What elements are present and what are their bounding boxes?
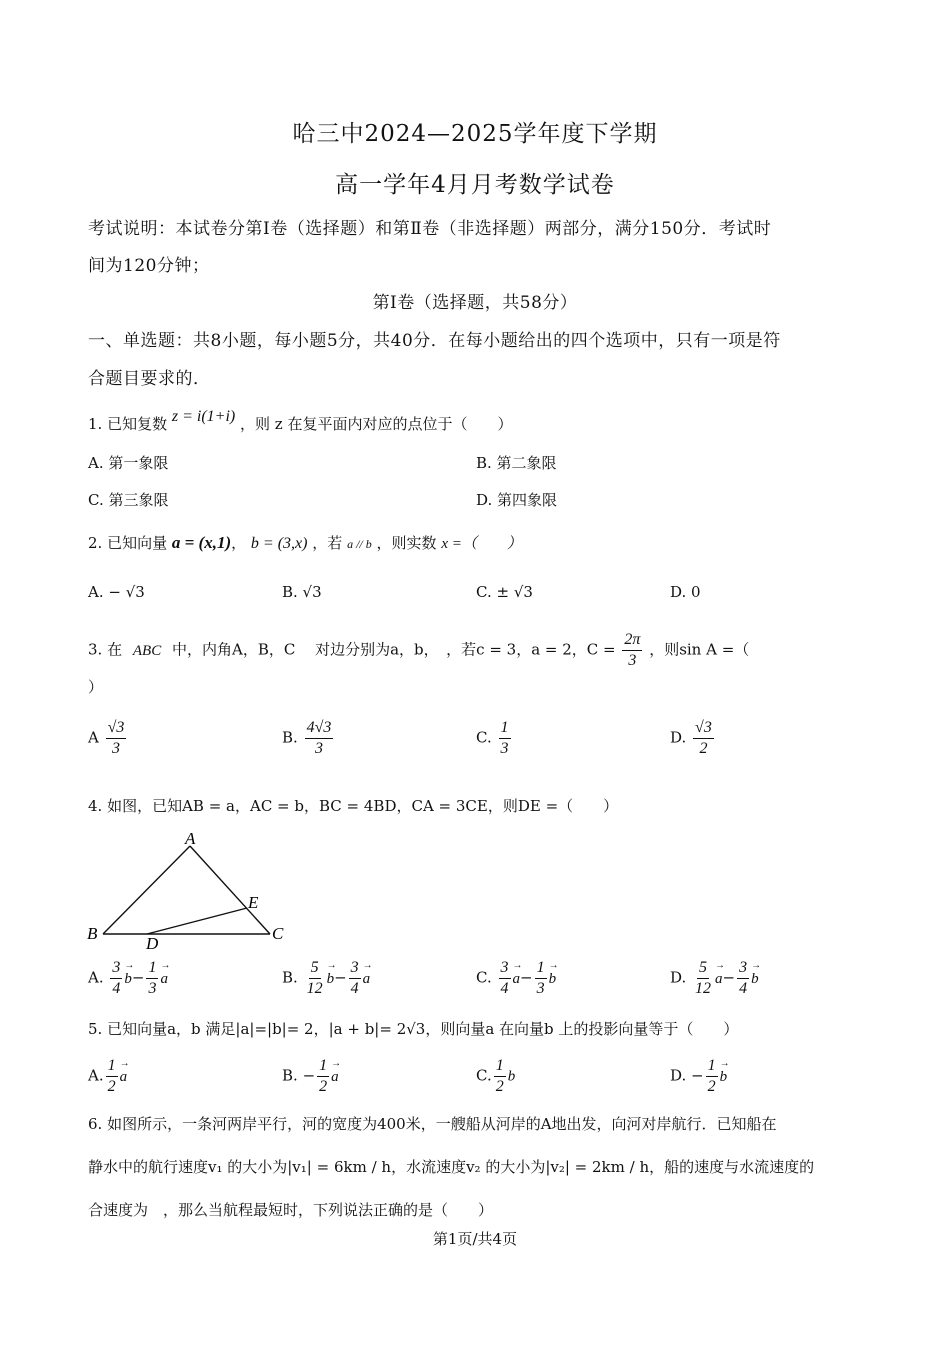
q4-b-c1-den: 12	[306, 980, 323, 997]
q5-b-vec: → a	[331, 1069, 339, 1086]
q1-option-b: B. 第二象限	[476, 454, 557, 472]
question-5: 5. 已知向量a，b 满足|a|=|b|= 2，|a + b|= 2√3，则向量a 在向量b 上的投影向量等于（ ）	[88, 1020, 739, 1038]
q1-option-a: A. 第一象限	[88, 454, 169, 472]
q5-c-den: 2	[495, 1078, 504, 1095]
q5-b-den: 2	[319, 1078, 328, 1095]
q2-pre: 2. 已知向量	[88, 534, 168, 552]
q3-option-d-num: √3	[693, 718, 714, 739]
q5-a-vec: → a	[120, 1069, 128, 1086]
q3-option-a-label: A	[88, 728, 99, 747]
triangle-figure	[84, 828, 294, 952]
q3-mid: 中，内角A，B，C 对边分别为a，b， ，若c = 3，a = 2，C =	[172, 640, 616, 659]
label-d: D	[146, 934, 159, 952]
exam-title-line1: 哈三中2024—2025学年度下学期	[292, 121, 658, 147]
q4-b-c1-num: 5	[309, 958, 321, 979]
q5-b-sign: −	[302, 1066, 316, 1085]
q5-option-d-label: D.	[670, 1066, 687, 1085]
label-c: C	[272, 924, 284, 943]
instructions-line2: 间为120分钟；	[88, 256, 210, 276]
q4-a-c2-num: 1	[146, 958, 158, 979]
q4-c-vec2: → b	[549, 971, 557, 988]
q5-d-den: 2	[707, 1078, 716, 1095]
q2-option-a: A. − √3	[88, 583, 145, 601]
q1-option-d: D. 第四象限	[476, 491, 558, 509]
q4-b-vec1: → b	[327, 971, 335, 988]
q3-option-c-num: 1	[499, 718, 511, 739]
segment-de	[147, 908, 247, 934]
part1-heading: 第Ⅰ卷（选择题，共58分）	[372, 293, 578, 313]
q5-option-c	[476, 1056, 515, 1097]
q3-option-c-den: 3	[500, 740, 509, 757]
q5-c-var: b	[507, 1068, 516, 1085]
q4-b-vec2: → a	[363, 971, 371, 988]
q4-option-a-label: A.	[88, 968, 104, 987]
q4-option-c-label: C.	[476, 968, 492, 987]
q1-formula: z = i(1+i)	[171, 408, 236, 425]
q3-close-paren: ）	[88, 678, 104, 696]
q3-option-b-den: 3	[314, 740, 323, 757]
label-e: E	[248, 893, 259, 912]
q4-option-a	[88, 958, 168, 999]
q2-cond: ，若	[312, 534, 343, 552]
q5-option-b	[282, 1056, 339, 1097]
q3-post: ，则sin A =（	[649, 640, 750, 659]
q4-option-b	[282, 958, 370, 999]
q5-option-a	[88, 1056, 127, 1097]
q3-angle-c-num: 2π	[622, 630, 642, 651]
q3-option-c-label: C.	[476, 728, 492, 747]
q3-option-c	[476, 718, 513, 759]
q4-d-vec2: → b	[751, 971, 759, 988]
q2-option-d: D. 0	[670, 583, 701, 601]
q3-option-d-label: D.	[670, 728, 687, 747]
q4-a-c1-den: 4	[112, 980, 121, 997]
q4-b-c2-den: 4	[350, 980, 359, 997]
q2-a-def: a = (x,1)	[171, 533, 232, 552]
q1-option-c: C. 第三象限	[88, 491, 169, 509]
q2-option-b: B. √3	[282, 583, 322, 601]
q4-d-c1-den: 12	[695, 980, 712, 997]
q3-option-d-den: 2	[699, 740, 708, 757]
q4-option-d-label: D.	[670, 968, 687, 987]
q3-option-a-den: 3	[112, 740, 121, 757]
q4-b-c2-num: 3	[349, 958, 361, 979]
q5-d-num: 1	[706, 1056, 718, 1077]
q4-c-c1-den: 4	[500, 980, 509, 997]
q3-option-b	[282, 718, 335, 759]
q5-option-a-label: A.	[88, 1066, 104, 1085]
q3-pre: 3. 在	[88, 640, 123, 659]
q2-tail: x =（ ）	[441, 536, 522, 552]
q5-d-vec: → b	[720, 1069, 728, 1086]
question-6-line3: 合速度为 ，那么当航程最短时，下列说法正确的是（ ）	[88, 1201, 494, 1219]
q2-b-def: b = (3,x)	[250, 535, 308, 552]
q3-option-b-label: B.	[282, 728, 298, 747]
question-2: 2. 已知向量 a = (x,1)， b = (3,x) ，若 a // b ，则实数 x =（ ）	[88, 533, 522, 552]
q2-parallel: a // b	[347, 537, 372, 551]
q4-c-op: −	[520, 968, 533, 987]
q4-d-vec1: → a	[715, 971, 723, 988]
label-a: A	[185, 829, 196, 848]
q4-b-op: −	[334, 968, 347, 987]
q5-option-d	[670, 1056, 727, 1097]
q3-option-a	[88, 718, 128, 759]
page-footer: 第1页/共4页	[432, 1230, 518, 1248]
q4-d-c2-num: 3	[737, 958, 749, 979]
q3-option-d	[670, 718, 716, 759]
question-4: 4. 如图，已知AB = a，AC = b，BC = 4BD，CA = 3CE，则DE =（ ）	[88, 797, 619, 815]
q4-d-op: −	[722, 968, 736, 987]
q5-a-den: 2	[107, 1078, 116, 1095]
q5-a-num: 1	[106, 1056, 118, 1077]
q5-d-sign: −	[691, 1066, 704, 1085]
q4-c-vec1: → a	[513, 971, 521, 988]
q4-a-c2-den: 3	[148, 980, 157, 997]
q3-option-b-num: 4√3	[305, 718, 334, 739]
question-1	[88, 408, 513, 434]
q2-post: ，则实数	[376, 534, 437, 552]
q4-c-c2-den: 3	[536, 980, 545, 997]
section-heading-line1: 一、单选题：共8小题，每小题5分，共40分．在每小题给出的四个选项中，只有一项是符	[88, 331, 781, 351]
q5-option-b-label: B.	[282, 1066, 298, 1085]
q4-option-b-label: B.	[282, 968, 298, 987]
edge-ac	[190, 846, 270, 934]
question-6-line1: 6. 如图所示，一条河两岸平行，河的宽度为400米，一艘船从河岸的A地出发，向河对岸航行．已知船在	[88, 1115, 777, 1133]
q5-option-c-label: C.	[476, 1066, 492, 1085]
q4-a-op: −	[131, 968, 145, 987]
q4-a-vec1: → b	[124, 971, 132, 988]
q1-post: ，则 z 在复平面内对应的点位于（ ）	[240, 415, 513, 433]
question-3	[88, 630, 749, 671]
label-b: B	[87, 924, 98, 943]
q2-option-c: C. ± √3	[476, 583, 533, 601]
q3-option-a-num: √3	[106, 718, 127, 739]
q4-option-d	[670, 958, 759, 999]
exam-title-line2: 高一学年4月月考数学试卷	[335, 172, 615, 198]
q4-a-c1-num: 3	[110, 958, 122, 979]
q1-pre: 1. 已知复数	[88, 415, 168, 433]
instructions-line1: 考试说明：本试卷分第Ⅰ卷（选择题）和第Ⅱ卷（非选择题）两部分，满分150分．考试时	[88, 219, 772, 239]
q4-a-vec2: → a	[160, 971, 168, 988]
section-heading-line2: 合题目要求的．	[88, 369, 211, 389]
question-6-line2: 静水中的航行速度v₁ 的大小为|v₁| = 6km / h，水流速度v₂ 的大小为|v₂| = 2km / h，船的速度与水流速度的	[88, 1158, 815, 1176]
edge-ab	[103, 846, 190, 934]
q4-d-c2-den: 4	[739, 980, 748, 997]
q3-triangle: ABC	[132, 642, 162, 659]
q3-angle-c-den: 3	[628, 652, 637, 669]
q4-option-c	[476, 958, 556, 999]
q4-d-c1-num: 5	[697, 958, 709, 979]
q3-angle-c-fraction	[622, 630, 642, 671]
q5-b-num: 1	[317, 1056, 329, 1077]
q4-c-c2-num: 1	[535, 958, 547, 979]
q4-c-c1-num: 3	[499, 958, 511, 979]
q5-c-num: 1	[494, 1056, 506, 1077]
